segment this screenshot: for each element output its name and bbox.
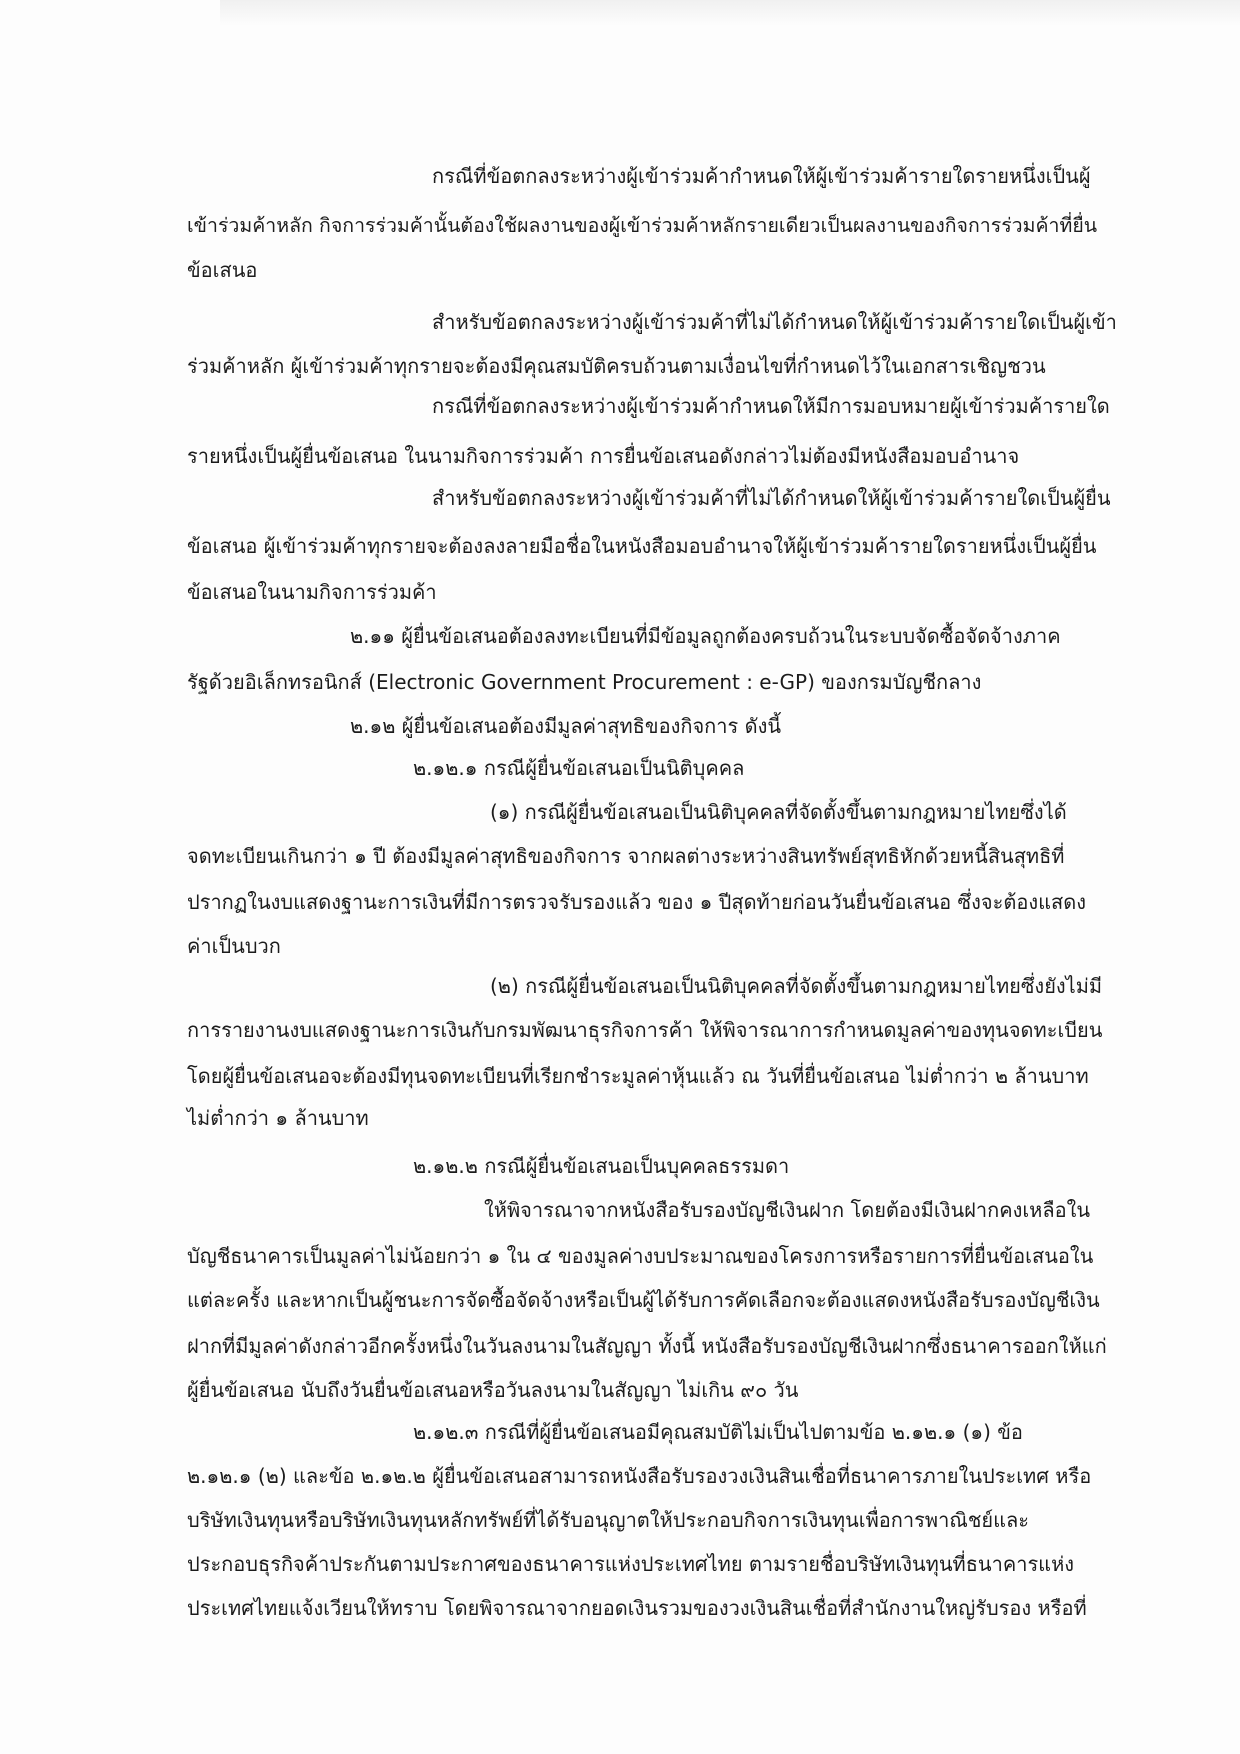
text-line-14: ๒.๑๒.๑ กรณีผู้ยื่นข้อเสนอเป็นนิติบุคคล <box>413 756 745 780</box>
text-line-9: ข้อเสนอ ผู้เข้าร่วมค้าทุกรายจะต้องลงลายมือชื่อในหนังสือมอบอำนาจให้ผู้เข้าร่วมค้ารายใดรายหนึ่งเป็นผู้ยื่น <box>187 534 1097 558</box>
text-line-5: ร่วมค้าหลัก ผู้เข้าร่วมค้าทุกรายจะต้องมีคุณสมบัติครบถ้วนตามเงื่อนไขที่กำหนดไว้ในเอกสารเชิญชวน <box>187 354 1046 378</box>
text-line-6: กรณีที่ข้อตกลงระหว่างผู้เข้าร่วมค้ากำหนดให้มีการมอบหมายผู้เข้าร่วมค้ารายใด <box>432 394 1110 418</box>
text-line-11: ๒.๑๑ ผู้ยื่นข้อเสนอต้องลงทะเบียนที่มีข้อมูลถูกต้องครบถ้วนในระบบจัดซื้อจัดจ้างภาค <box>350 624 1061 648</box>
text-line-22: ไม่ต่ำกว่า ๑ ล้านบาท <box>187 1106 369 1130</box>
text-line-18: ค่าเป็นบวก <box>187 934 281 958</box>
text-line-33: ประเทศไทยแจ้งเวียนให้ทราบ โดยพิจารณาจากยอดเงินรวมของวงเงินสินเชื่อที่สำนักงานใหญ่รับรอง หรือที่ <box>187 1596 1087 1620</box>
text-line-26: แต่ละครั้ง และหากเป็นผู้ชนะการจัดซื้อจัดจ้างหรือเป็นผู้ได้รับการคัดเลือกจะต้องแสดงหนังสือรับรองบัญชีเงิน <box>187 1288 1100 1312</box>
text-line-19: (๒) กรณีผู้ยื่นข้อเสนอเป็นนิติบุคคลที่จัดตั้งขึ้นตามกฎหมายไทยซึ่งยังไม่มี <box>490 974 1103 998</box>
text-line-21: โดยผู้ยื่นข้อเสนอจะต้องมีทุนจดทะเบียนที่เรียกชำระมูลค่าหุ้นแล้ว ณ วันที่ยื่นข้อเสนอ ไม่ต่ำกว่า ๒ ล้านบาท <box>187 1064 1089 1088</box>
text-line-27: ฝากที่มีมูลค่าดังกล่าวอีกครั้งหนึ่งในวันลงนามในสัญญา ทั้งนี้ หนังสือรับรองบัญชีเงินฝากซึ่งธนาคารออกให้แก่ <box>187 1334 1107 1358</box>
text-line-24: ให้พิจารณาจากหนังสือรับรองบัญชีเงินฝาก โดยต้องมีเงินฝากคงเหลือใน <box>484 1198 1091 1222</box>
text-line-29: ๒.๑๒.๓ กรณีที่ผู้ยื่นข้อเสนอมีคุณสมบัติไม่เป็นไปตามข้อ ๒.๑๒.๑ (๑) ข้อ <box>413 1420 1023 1444</box>
text-line-30: ๒.๑๒.๑ (๒) และข้อ ๒.๑๒.๒ ผู้ยื่นข้อเสนอสามารถหนังสือรับรองวงเงินสินเชื่อที่ธนาคารภายในประเทศ หรือ <box>187 1464 1092 1488</box>
text-line-12: รัฐด้วยอิเล็กทรอนิกส์ (Electronic Government Procurement : e-GP) ของกรมบัญชีกลาง <box>187 670 982 694</box>
text-line-8: สำหรับข้อตกลงระหว่างผู้เข้าร่วมค้าที่ไม่ได้กำหนดให้ผู้เข้าร่วมค้ารายใดเป็นผู้ยื่น <box>432 486 1111 510</box>
text-line-32: ประกอบธุรกิจค้าประกันตามประกาศของธนาคารแห่งประเทศไทย ตามรายชื่อบริษัทเงินทุนที่ธนาคารแห่ง <box>187 1552 1075 1576</box>
text-line-2: เข้าร่วมค้าหลัก กิจการร่วมค้านั้นต้องใช้ผลงานของผู้เข้าร่วมค้าหลักรายเดียวเป็นผลงานของกิจการร่วมค้าที่ยื่น <box>187 214 1098 237</box>
text-line-20: การรายงานงบแสดงฐานะการเงินกับกรมพัฒนาธุรกิจการค้า ให้พิจารณาการกำหนดมูลค่าของทุนจดทะเบียน <box>187 1018 1103 1042</box>
text-line-15: (๑) กรณีผู้ยื่นข้อเสนอเป็นนิติบุคคลที่จัดตั้งขึ้นตามกฎหมายไทยซึ่งได้ <box>490 800 1067 824</box>
text-line-7: รายหนึ่งเป็นผู้ยื่นข้อเสนอ ในนามกิจการร่วมค้า การยื่นข้อเสนอดังกล่าวไม่ต้องมีหนังสือมอบอำนาจ <box>187 444 1020 468</box>
text-line-10: ข้อเสนอในนามกิจการร่วมค้า <box>187 580 437 604</box>
text-line-4: สำหรับข้อตกลงระหว่างผู้เข้าร่วมค้าที่ไม่ได้กำหนดให้ผู้เข้าร่วมค้ารายใดเป็นผู้เข้า <box>432 310 1117 334</box>
text-line-23: ๒.๑๒.๒ กรณีผู้ยื่นข้อเสนอเป็นบุคคลธรรมดา <box>413 1154 790 1178</box>
scan-edge-shadow <box>220 0 1240 26</box>
text-line-16: จดทะเบียนเกินกว่า ๑ ปี ต้องมีมูลค่าสุทธิของกิจการ จากผลต่างระหว่างสินทรัพย์สุทธิหักด้วยหนี้สินสุทธิที่ <box>187 844 1065 868</box>
text-line-17: ปรากฏในงบแสดงฐานะการเงินที่มีการตรวจรับรองแล้ว ของ ๑ ปีสุดท้ายก่อนวันยื่นข้อเสนอ ซึ่งจะต้องแสดง <box>187 890 1086 914</box>
text-line-28: ผู้ยื่นข้อเสนอ นับถึงวันยื่นข้อเสนอหรือวันลงนามในสัญญา ไม่เกิน ๙๐ วัน <box>187 1378 799 1402</box>
text-line-25: บัญชีธนาคารเป็นมูลค่าไม่น้อยกว่า ๑ ใน ๔ ของมูลค่างบประมาณของโครงการหรือรายการที่ยื่นข้อเสนอใน <box>187 1244 1094 1268</box>
text-line-3: ข้อเสนอ <box>187 258 258 282</box>
text-line-13: ๒.๑๒ ผู้ยื่นข้อเสนอต้องมีมูลค่าสุทธิของกิจการ ดังนี้ <box>350 714 782 738</box>
text-line-31: บริษัทเงินทุนหรือบริษัทเงินทุนหลักทรัพย์ที่ได้รับอนุญาตให้ประกอบกิจการเงินทุนเพื่อการพาณิชย์และ <box>187 1508 1030 1532</box>
text-line-1: กรณีที่ข้อตกลงระหว่างผู้เข้าร่วมค้ากำหนดให้ผู้เข้าร่วมค้ารายใดรายหนึ่งเป็นผู้ <box>432 164 1091 188</box>
